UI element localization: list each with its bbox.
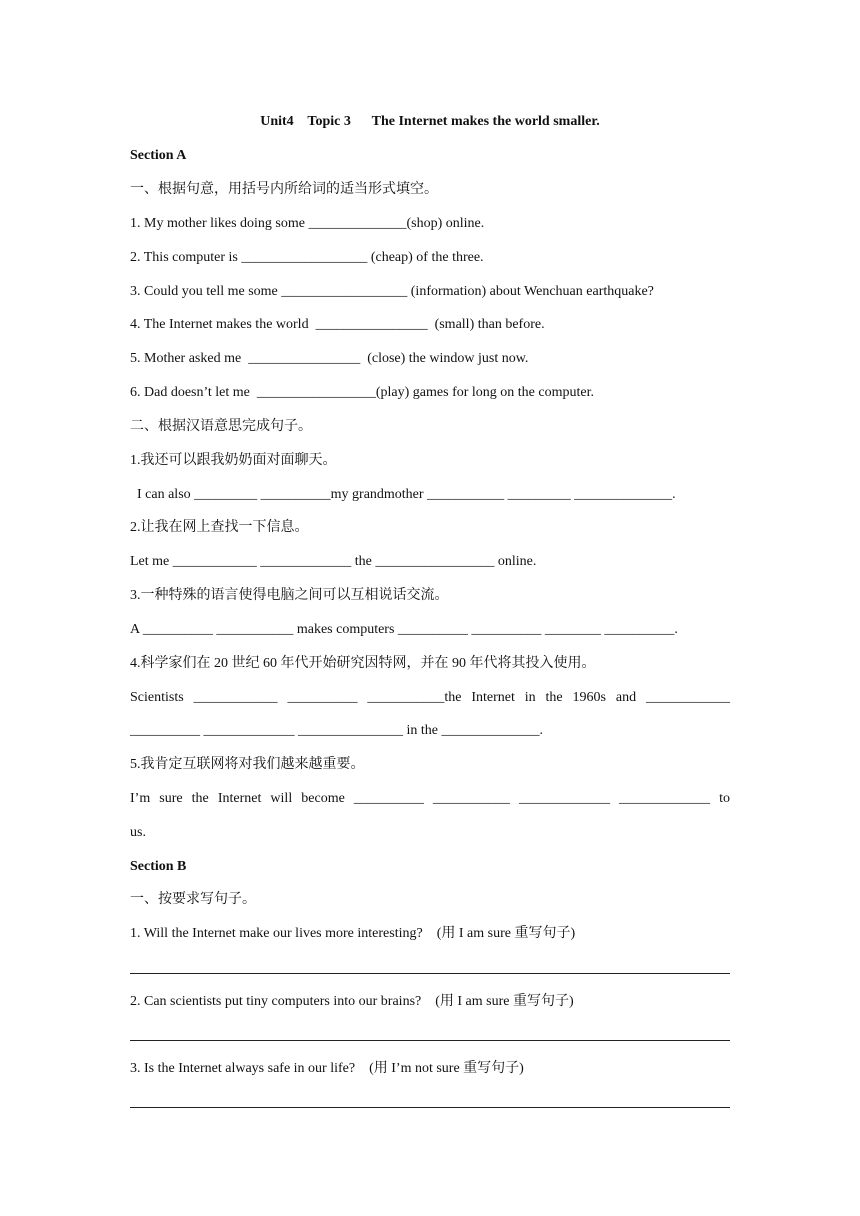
- translate-q5-english-line1: I’m sure the Internet will become __________ ___________ _____________ _____________ to: [130, 791, 730, 806]
- fill-blank-item-3: 3. Could you tell me some __________________ (information) about Wenchuan earthquake?: [130, 284, 654, 299]
- fill-blank-item-5: 5. Mother asked me ________________ (close) the window just now.: [130, 351, 529, 366]
- fill-blank-item-4: 4. The Internet makes the world ________________ (small) than before.: [130, 317, 545, 332]
- section-b-part1-instruction: 一、按要求写句子。: [130, 892, 256, 907]
- translate-q4-english-line2: __________ _____________ _______________ in the ______________.: [130, 723, 543, 738]
- rewrite-item-2: 2. Can scientists put tiny computers into our brains? (用 I am sure 重写句子): [130, 994, 574, 1009]
- translate-q3-english: A __________ ___________ makes computers __________ __________ ________ __________.: [130, 622, 678, 637]
- translate-q4-english-line1: Scientists ____________ __________ ___________the Internet in the 1960s and ____________: [130, 690, 730, 705]
- translate-q1-english: I can also _________ __________my grandmother ___________ _________ ______________.: [130, 487, 676, 502]
- rewrite-item-3: 3. Is the Internet always safe in our life? (用 I’m not sure 重写句子): [130, 1061, 524, 1076]
- section-a-heading: Section A: [130, 148, 187, 163]
- translate-q5-english-line2: us.: [130, 825, 146, 840]
- fill-blank-item-6: 6. Dad doesn’t let me _________________(play) games for long on the computer.: [130, 385, 594, 400]
- page-title: Unit4 Topic 3 The Internet makes the world smaller.: [260, 114, 600, 129]
- section-a-part1-instruction: 一、根据句意，用括号内所给词的适当形式填空。: [130, 182, 438, 197]
- translate-q4-chinese: 4.科学家们在 20 世纪 60 年代开始研究因特网，并在 90 年代将其投入使用。: [130, 656, 596, 671]
- rewrite-item-1: 1. Will the Internet make our lives more interesting? (用 I am sure 重写句子): [130, 926, 576, 941]
- fill-blank-item-2: 2. This computer is __________________ (cheap) of the three.: [130, 250, 484, 265]
- translate-q2-english: Let me ____________ _____________ the _________________ online.: [130, 554, 537, 569]
- answer-line-3: [130, 1107, 730, 1108]
- answer-line-2: [130, 1040, 730, 1041]
- section-b-heading: Section B: [130, 859, 187, 874]
- translate-q1-chinese: 1.我还可以跟我奶奶面对面聊天。: [130, 453, 337, 468]
- section-a-part2-instruction: 二、根据汉语意思完成句子。: [130, 419, 312, 434]
- fill-blank-item-1: 1. My mother likes doing some ______________(shop) online.: [130, 216, 485, 231]
- answer-line-1: [130, 973, 730, 974]
- translate-q5-chinese: 5.我肯定互联网将对我们越来越重要。: [130, 757, 365, 772]
- translate-q2-chinese: 2.让我在网上查找一下信息。: [130, 520, 309, 535]
- translate-q3-chinese: 3.一种特殊的语言使得电脑之间可以互相说话交流。: [130, 588, 449, 603]
